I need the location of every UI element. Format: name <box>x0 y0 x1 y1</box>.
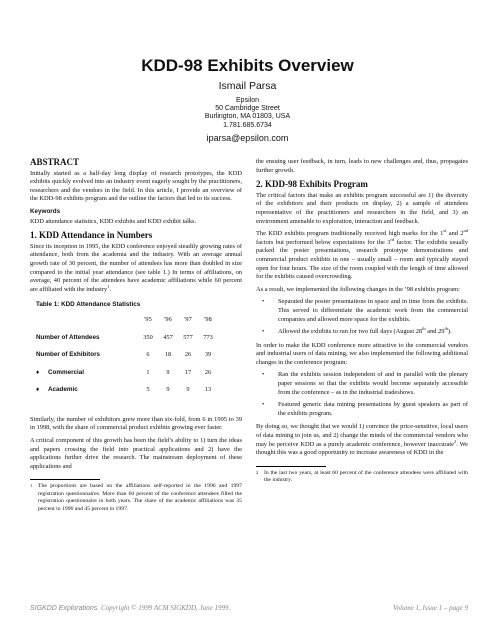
footnote-mark: 1 <box>30 483 33 489</box>
table-cell: 457 <box>163 333 173 341</box>
list-item-text: Allowed the exhibits to run for two full days (August 28 <box>278 328 423 336</box>
table-row <box>36 334 218 352</box>
journal-name: SIGKDD Explorations. <box>30 605 100 612</box>
body-paragraph: A critical component of this growth has been the field’s ability to 1) turn the ideas and papers crossing the field into practical applications and 2) have the applications further drive the research. The mainstream deployment of these applications and <box>30 437 242 470</box>
list-item-text: Separated the poster presentations in space and in time from the exhibits. This served to differentiate the academic work from the commercial companies and allowed more space for the exhibits. <box>278 298 468 323</box>
right-column <box>256 158 468 485</box>
bullet-icon: • <box>262 298 265 306</box>
table-cell: 18 <box>164 351 172 359</box>
table-caption: Table 1: KDD Attendance Statistics <box>36 301 141 309</box>
footnote-text: In the last two years, at least 60 percent of the conference attendees were affiliated with the industry. <box>264 469 468 484</box>
copyright-notice: Copyright © 1999 ACM SIGKDD, June 1999. <box>101 604 231 612</box>
section-1-paragraph <box>30 243 242 295</box>
body-paragraph: the ensuing user feedback, in turn, leads to new challenges and, thus, propagates further growth. <box>256 158 468 174</box>
table-cell: 39 <box>204 351 212 359</box>
paragraph-text: and 2 <box>446 230 464 238</box>
table-cell: 13 <box>204 386 212 394</box>
body-paragraph: Similarly, the number of exhibitors grew more than six-fold, from 6 in 1995 to 39 in 1998, with the share of commercial product exhibits growing ever faster. <box>30 415 242 432</box>
year-header: '98 <box>204 315 212 323</box>
footnote <box>256 470 468 485</box>
table-cell: 5 <box>146 386 150 394</box>
list-item <box>256 298 468 324</box>
table-cell: 26 <box>204 368 212 376</box>
paragraph-text: By doing so, we thought that we would 1) convince the price-sensitive, local users of data mining to join us, and 2) change the minds of the commercial vendors who may be perceive KDD as a purely academic conference, however inaccurate <box>256 423 468 448</box>
superscript: nd <box>463 228 468 234</box>
body-paragraph <box>256 423 468 457</box>
table-row <box>36 386 218 404</box>
footnote-text: The proportions are based on the affiliations self-reported in the 1996 and 1997 registration questionnaires. More than 60 percent of the conference attendees filled the registration questionnaire in both years. The share of the academic affiliations was 35 percent in 1996 and 45 percent in 1997. <box>38 483 242 512</box>
row-label-text: Academic <box>48 386 78 394</box>
row-label <box>36 369 138 387</box>
year-header: '95 <box>144 315 152 323</box>
table-cell: 1 <box>146 368 150 376</box>
diamond-bullet-icon: ♦ <box>36 368 40 376</box>
attendance-table <box>36 316 218 404</box>
bullet-icon: • <box>262 401 265 409</box>
keywords-text: KDD attendance statistics, KDD exhibits and KDD exhibit talks. <box>30 217 197 225</box>
year-header: '97 <box>184 315 192 323</box>
table-row <box>36 351 218 369</box>
paragraph-end: . <box>109 285 112 293</box>
page-footer <box>30 604 468 612</box>
table-header-row <box>36 316 218 334</box>
affiliation-line: Burlington, MA 01803, USA <box>204 113 291 121</box>
author-name: Ismail Parsa <box>218 80 277 92</box>
table-cell: 17 <box>184 368 192 376</box>
section-2-heading: 2. KDD-98 Exhibits Program <box>256 179 368 190</box>
list-item-text: and 29 <box>425 328 445 336</box>
footnote-divider <box>30 479 100 480</box>
affiliation-line: 1.781.685.6734 <box>223 121 272 129</box>
change-list <box>256 298 468 336</box>
row-label <box>36 334 138 352</box>
volume-page: Volume 1, Issue 1 – page 9 <box>393 604 468 612</box>
paragraph-text: The KDD exhibits program traditionally received high marks for the 1 <box>256 230 444 238</box>
bullet-icon: • <box>262 371 265 379</box>
affiliation-line: Epsilon <box>236 97 259 104</box>
row-label-text: Number of Attendees <box>36 333 100 341</box>
table-cell: 9 <box>166 386 170 394</box>
body-paragraph <box>256 230 468 282</box>
table-cell: 773 <box>203 333 213 341</box>
superscript: th <box>444 325 448 331</box>
footnote-mark: 2 <box>256 469 259 475</box>
paper-title: KDD-98 Exhibits Overview <box>141 56 354 75</box>
footnote <box>30 483 242 513</box>
superscript: st <box>443 228 447 234</box>
list-item-text: ). <box>448 328 452 336</box>
footnote-ref: 2 <box>454 438 457 444</box>
keywords-heading: Keywords <box>30 207 61 215</box>
footnote-divider <box>256 466 326 467</box>
table-corner <box>36 316 138 334</box>
table-cell: 6 <box>146 351 150 359</box>
diamond-bullet-icon: ♦ <box>36 386 40 394</box>
additional-change-list <box>256 371 468 418</box>
row-label-text: Number of Exhibitors <box>36 351 101 359</box>
body-paragraph: In order to make the KDD conference more attractive to the commercial vendors and industrial users of data mining, we also implemented the following additional changes in the conference program: <box>256 341 468 366</box>
superscript: th <box>422 325 426 331</box>
abstract-text: Initially started as a half-day long display of research prototypes, the KDD exhibits quickly evolved into an industry event eagerly sought by the practitioners, researchers and the vendors in the field. In this article, I provide an overview of the KDD-98 exhibits program and the outline the factors that led to its success. <box>30 169 242 203</box>
row-label-text: Commercial <box>48 368 85 376</box>
body-paragraph: The critical factors that make an exhibits program successful are 1) the diversity of the exhibitors and their products on display, 2) a sample of attendees representative of the practitioners and researchers in the field, and 3) an environment amenable to exploration, interaction and feedback. <box>256 191 468 225</box>
list-item-text: Featured generic data mining presentations by guest speakers as part of the exhibits program. <box>278 401 468 417</box>
left-column <box>30 158 242 513</box>
paragraph-text: factor. The exhibits usually packed the poster presentations, research prototype demonstrations and commercial product exhibits in one – usually small – room and typically stayed open for four hours. The size of the room coupled with the length of time allowed for the exhibits caused overcrowding. <box>256 238 468 281</box>
paragraph-text: . We thought this was a good opportunity to increase awareness of KDD in the <box>256 440 469 457</box>
table-row <box>36 369 218 387</box>
paragraph-text: Since its inception in 1995, the KDD conference enjoyed steadily growing rates of attendance, both from the academia and the industry. With an average annual growth rate of 30 percent, the number of attendees has more than doubled in size compared to the initial year attendance (see table 1.) In terms of affiliations, on average, 40 percent of the attendees have academic affiliations while 60 percent are affiliated with the industry <box>30 242 242 293</box>
paper-header <box>0 56 495 143</box>
footnote-ref: 1 <box>107 283 110 289</box>
row-label <box>36 386 138 404</box>
year-header: '96 <box>164 315 172 323</box>
list-item-text: Ran the exhibits session independent of and in parallel with the plenary paper sessions so that the exhibits would become separately accessible from the conference – as in the industrial tradeshows. <box>278 371 468 396</box>
body-paragraph: As a result, we implemented the following changes in the ’98 exhibits program: <box>256 285 460 293</box>
table-cell: 9 <box>186 386 190 394</box>
table-cell: 577 <box>183 333 193 341</box>
list-item <box>256 371 468 397</box>
table-cell: 26 <box>184 351 192 359</box>
section-1-heading: 1. KDD Attendance in Numbers <box>30 230 153 241</box>
row-label <box>36 351 138 369</box>
paragraph-text: factors but performed below expectations for the 3 <box>256 238 391 246</box>
table-cell: 9 <box>166 368 170 376</box>
bullet-icon: • <box>262 328 265 336</box>
list-item <box>256 401 468 418</box>
list-item <box>256 325 468 337</box>
table-cell: 350 <box>143 333 153 341</box>
author-email: iparsa@epsilon.com <box>206 132 289 143</box>
affiliation-line: 50 Cambridge Street <box>215 105 280 113</box>
abstract-heading: ABSTRACT <box>30 157 80 167</box>
superscript: rd <box>390 236 395 242</box>
author-affiliation <box>0 97 495 130</box>
